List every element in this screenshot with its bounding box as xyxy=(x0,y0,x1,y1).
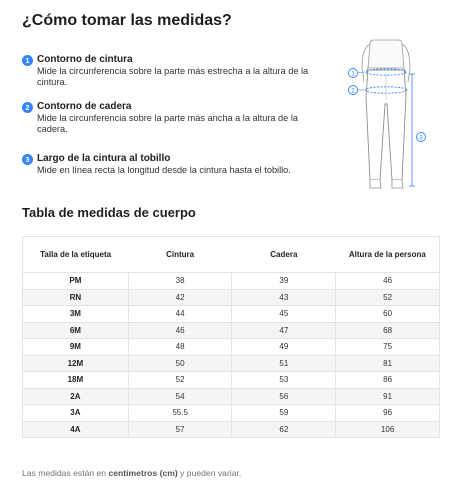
table-cell: 55.5 xyxy=(128,405,232,422)
table-cell: 57 xyxy=(128,421,232,438)
table-cell: 96 xyxy=(336,405,440,422)
pants-figure-icon xyxy=(340,38,440,198)
table-cell: 54 xyxy=(128,388,232,405)
size-label-cell: 12M xyxy=(23,355,129,372)
table-cell: 47 xyxy=(232,322,336,339)
table-cell: 43 xyxy=(232,289,336,306)
table-cell: 91 xyxy=(336,388,440,405)
step-title: Largo de la cintura al tobillo xyxy=(37,153,171,164)
figure-marker-label: 1 xyxy=(351,71,355,78)
step-waist-to-ankle xyxy=(22,153,322,183)
table-cell: 50 xyxy=(128,355,232,372)
size-label-cell: 18M xyxy=(23,372,129,389)
table-cell: 81 xyxy=(336,355,440,372)
table-cell: 68 xyxy=(336,322,440,339)
footnote-suffix: y pueden variar. xyxy=(177,468,242,478)
table-cell: 59 xyxy=(232,405,336,422)
page-title: ¿Cómo tomar las medidas? xyxy=(22,12,232,29)
table-cell: 62 xyxy=(232,421,336,438)
table-cell: 53 xyxy=(232,372,336,389)
size-label-cell: PM xyxy=(23,273,129,290)
table-row xyxy=(23,405,440,422)
table-cell: 39 xyxy=(232,273,336,290)
step-description: Mide la circunferencia sobre la parte más ancha a la altura de la cadera. xyxy=(37,113,298,134)
table-row xyxy=(23,339,440,356)
table-cell: 60 xyxy=(336,306,440,323)
step-hip xyxy=(22,101,322,141)
table-cell: 42 xyxy=(128,289,232,306)
column-header-size-label: Talla de la etiqueta xyxy=(23,237,129,273)
table-cell: 49 xyxy=(232,339,336,356)
table-cell: 46 xyxy=(128,322,232,339)
figure-marker-label: 2 xyxy=(351,88,355,95)
table-header-row xyxy=(23,237,440,273)
table-row xyxy=(23,289,440,306)
size-label-cell: 6M xyxy=(23,322,129,339)
body-measurement-figure xyxy=(340,38,440,198)
table-row xyxy=(23,421,440,438)
step-number-badge: 1 xyxy=(22,55,33,66)
size-label-cell: 3M xyxy=(23,306,129,323)
table-cell: 75 xyxy=(336,339,440,356)
column-header-waist: Cintura xyxy=(128,237,232,273)
table-row xyxy=(23,273,440,290)
footnote-unit: centímetros (cm) xyxy=(108,468,178,478)
size-label-cell: RN xyxy=(23,289,129,306)
step-title: Contorno de cadera xyxy=(37,101,132,112)
step-description: Mide la circunferencia sobre la parte más estrecha a la altura de la cintura. xyxy=(37,66,309,87)
table-cell: 86 xyxy=(336,372,440,389)
step-description: Mide en línea recta la longitud desde la cintura hasta el tobillo. xyxy=(37,165,291,175)
table-cell: 56 xyxy=(232,388,336,405)
size-table xyxy=(22,236,440,438)
table-cell: 48 xyxy=(128,339,232,356)
step-number-badge: 2 xyxy=(22,102,33,113)
table-title: Tabla de medidas de cuerpo xyxy=(22,205,196,220)
footnote xyxy=(22,468,241,478)
table-cell: 38 xyxy=(128,273,232,290)
step-title: Contorno de cintura xyxy=(37,54,133,65)
column-header-hip: Cadera xyxy=(232,237,336,273)
size-label-cell: 4A xyxy=(23,421,129,438)
table-row xyxy=(23,355,440,372)
table-cell: 52 xyxy=(128,372,232,389)
table-row xyxy=(23,372,440,389)
table-cell: 45 xyxy=(232,306,336,323)
table-cell: 51 xyxy=(232,355,336,372)
step-waist xyxy=(22,54,322,94)
table-body xyxy=(23,273,440,438)
table-cell: 46 xyxy=(336,273,440,290)
table-row xyxy=(23,388,440,405)
footnote-prefix: Las medidas están en xyxy=(22,468,109,478)
size-label-cell: 9M xyxy=(23,339,129,356)
table-row xyxy=(23,322,440,339)
table-row xyxy=(23,306,440,323)
table-cell: 44 xyxy=(128,306,232,323)
size-label-cell: 3A xyxy=(23,405,129,422)
table-cell: 106 xyxy=(336,421,440,438)
table-cell: 52 xyxy=(336,289,440,306)
step-number-badge: 3 xyxy=(22,154,33,165)
size-label-cell: 2A xyxy=(23,388,129,405)
column-header-height: Altura de la persona xyxy=(336,237,440,273)
figure-marker-label: 3 xyxy=(419,135,423,142)
